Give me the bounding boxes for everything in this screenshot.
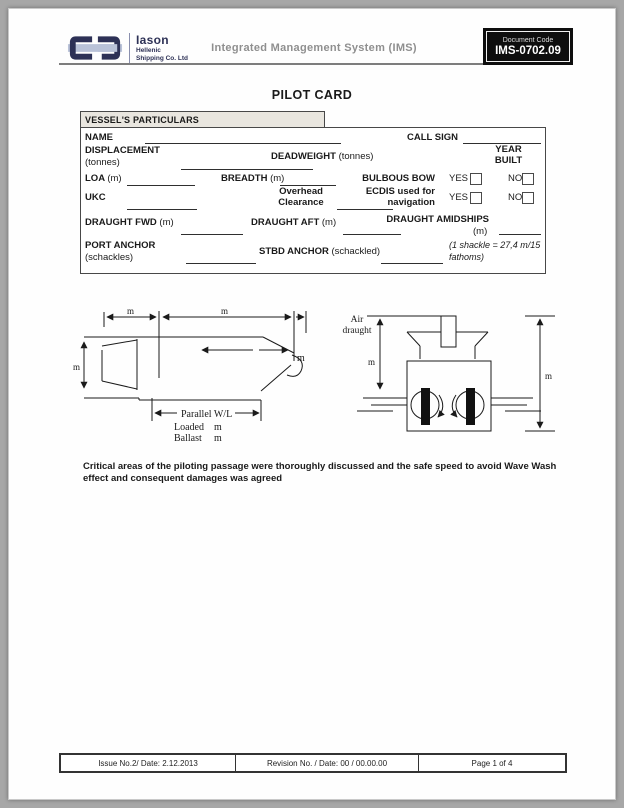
ukc-label: UKC xyxy=(85,192,106,203)
port-anchor-field-line[interactable] xyxy=(186,250,256,264)
dim-label-aft-m: m xyxy=(127,306,135,316)
page-title: PILOT CARD xyxy=(271,88,353,102)
name-label: NAME xyxy=(85,132,113,143)
loaded-label: Loaded xyxy=(174,422,204,433)
port-propeller-icon xyxy=(411,388,443,425)
draught-aft-unit: (m) xyxy=(321,217,337,228)
breadth-label-text: BREADTH xyxy=(221,173,268,184)
ecdis-no-checkbox[interactable] xyxy=(522,192,534,204)
draught-amidships-label: DRAUGHT AMIDSHIPS xyxy=(386,214,489,225)
displacement-label: DISPLACEMENT xyxy=(85,145,160,156)
bulbous-bow-label: BULBOUS BOW xyxy=(362,173,435,184)
stbd-propeller-icon xyxy=(452,388,484,425)
ecdis-label xyxy=(331,186,435,208)
dim-label-body-m: m xyxy=(221,306,229,316)
ecdis-line1: ECDIS used for xyxy=(365,186,435,197)
draught-fwd-label xyxy=(85,217,174,228)
draught-amidships-field-line[interactable] xyxy=(499,221,541,235)
critical-areas-note: Critical areas of the piloting passage were thoroughly discussed and the safe speed to avoid Wave Wash effect and consequent damages was agreed xyxy=(83,461,557,484)
bulbous-bow-no-checkbox[interactable] xyxy=(522,173,534,185)
air-draught-diagram xyxy=(333,303,565,451)
ecdis-yes-label: YES xyxy=(449,192,469,203)
air-draught-label-line1: Air xyxy=(350,315,364,325)
stbd-anchor-label-text: STBD ANCHOR xyxy=(259,246,329,257)
bulbous-bow-yes-checkbox[interactable] xyxy=(470,173,482,185)
company-name-line1: Iason xyxy=(136,33,169,47)
footer-table xyxy=(59,753,567,773)
breadth-unit: (m) xyxy=(270,173,285,184)
dim-label-height-m: m xyxy=(73,362,81,372)
document-code-box xyxy=(483,28,573,65)
breadth-label xyxy=(221,173,284,184)
air-draught-lines xyxy=(357,316,555,431)
draught-fwd-field-line[interactable] xyxy=(181,221,243,235)
company-logo-icon xyxy=(67,33,123,63)
vessels-particulars-header: VESSEL'S PARTICULARS xyxy=(80,111,325,128)
draught-fwd-label-text: DRAUGHT FWD xyxy=(85,217,157,228)
deadweight-label-text: DEADWEIGHT xyxy=(271,151,336,162)
document-code-value: IMS-0702.09 xyxy=(495,44,561,57)
logo-divider xyxy=(129,33,130,63)
overhead-line2: Clearance xyxy=(278,197,324,208)
footer-issue: Issue No.2/ Date: 2.12.2013 xyxy=(98,758,198,768)
breadth-field-line[interactable] xyxy=(280,172,336,186)
year-built-line1: YEAR xyxy=(495,144,522,155)
overall-height-m-label: m xyxy=(545,371,553,381)
port-anchor-label: PORT ANCHOR xyxy=(85,240,156,251)
stbd-anchor-label xyxy=(259,246,380,257)
ims-header-title: Integrated Management System (IMS) xyxy=(211,42,417,54)
dim-label-bow-m: m xyxy=(297,353,305,364)
loaded-m-label: m xyxy=(214,422,222,433)
draught-fwd-unit: (m) xyxy=(159,217,174,228)
ecdis-line2: navigation xyxy=(387,197,435,208)
stbd-anchor-field-line[interactable] xyxy=(381,250,443,264)
footer-revision: Revision No. / Date: 00 / 00.00.00 xyxy=(235,755,418,771)
document-code-inner xyxy=(486,31,570,62)
draught-amidships-unit: (m) xyxy=(473,226,488,237)
ship-profile-diagram xyxy=(71,303,323,451)
bulbous-bow-no-label: NO xyxy=(508,173,523,184)
ukc-field-line[interactable] xyxy=(127,196,197,210)
stbd-anchor-unit: (schackled) xyxy=(331,246,381,257)
ballast-label: Ballast xyxy=(174,433,202,444)
bulbous-bow-yes-label: YES xyxy=(449,173,469,184)
shackle-note: (1 shackle = 27,4 m/15 fathoms) xyxy=(449,240,541,262)
vessels-particulars-form xyxy=(80,127,546,274)
overhead-line1: Overhead xyxy=(279,186,323,197)
loa-field-line[interactable] xyxy=(127,172,195,186)
loa-label-text: LOA xyxy=(85,173,105,184)
company-name-line2: Hellenic xyxy=(136,47,161,54)
ecdis-no-label: NO xyxy=(508,192,523,203)
air-draught-label-line2: draught xyxy=(342,326,372,336)
document-code-label: Document Code xyxy=(502,36,554,44)
loa-label xyxy=(85,173,122,184)
deadweight-label xyxy=(271,151,373,162)
year-built-label xyxy=(466,144,551,166)
parallel-wl-label: Parallel W/L xyxy=(181,409,233,420)
call-sign-label: CALL SIGN xyxy=(407,132,459,143)
company-name-line3: Shipping Co. Ltd xyxy=(136,54,188,62)
deadweight-unit: (tonnes) xyxy=(338,151,374,162)
name-field-line[interactable] xyxy=(145,130,341,144)
air-draught-m-label: m xyxy=(367,357,375,367)
footer-page-number: Page 1 of 4 xyxy=(418,755,565,771)
displacement-unit: (tonnes) xyxy=(85,157,120,168)
draught-aft-label-text: DRAUGHT AFT xyxy=(251,217,320,228)
document-page xyxy=(8,8,616,800)
call-sign-field-line[interactable] xyxy=(463,130,541,144)
loa-unit: (m) xyxy=(107,173,122,184)
year-built-line2: BUILT xyxy=(494,155,523,166)
draught-aft-label xyxy=(251,217,336,228)
ecdis-yes-checkbox[interactable] xyxy=(470,192,482,204)
ship-profile-lines xyxy=(84,311,306,421)
port-anchor-unit: (schackles) xyxy=(85,252,134,263)
ballast-m-label: m xyxy=(214,433,222,444)
